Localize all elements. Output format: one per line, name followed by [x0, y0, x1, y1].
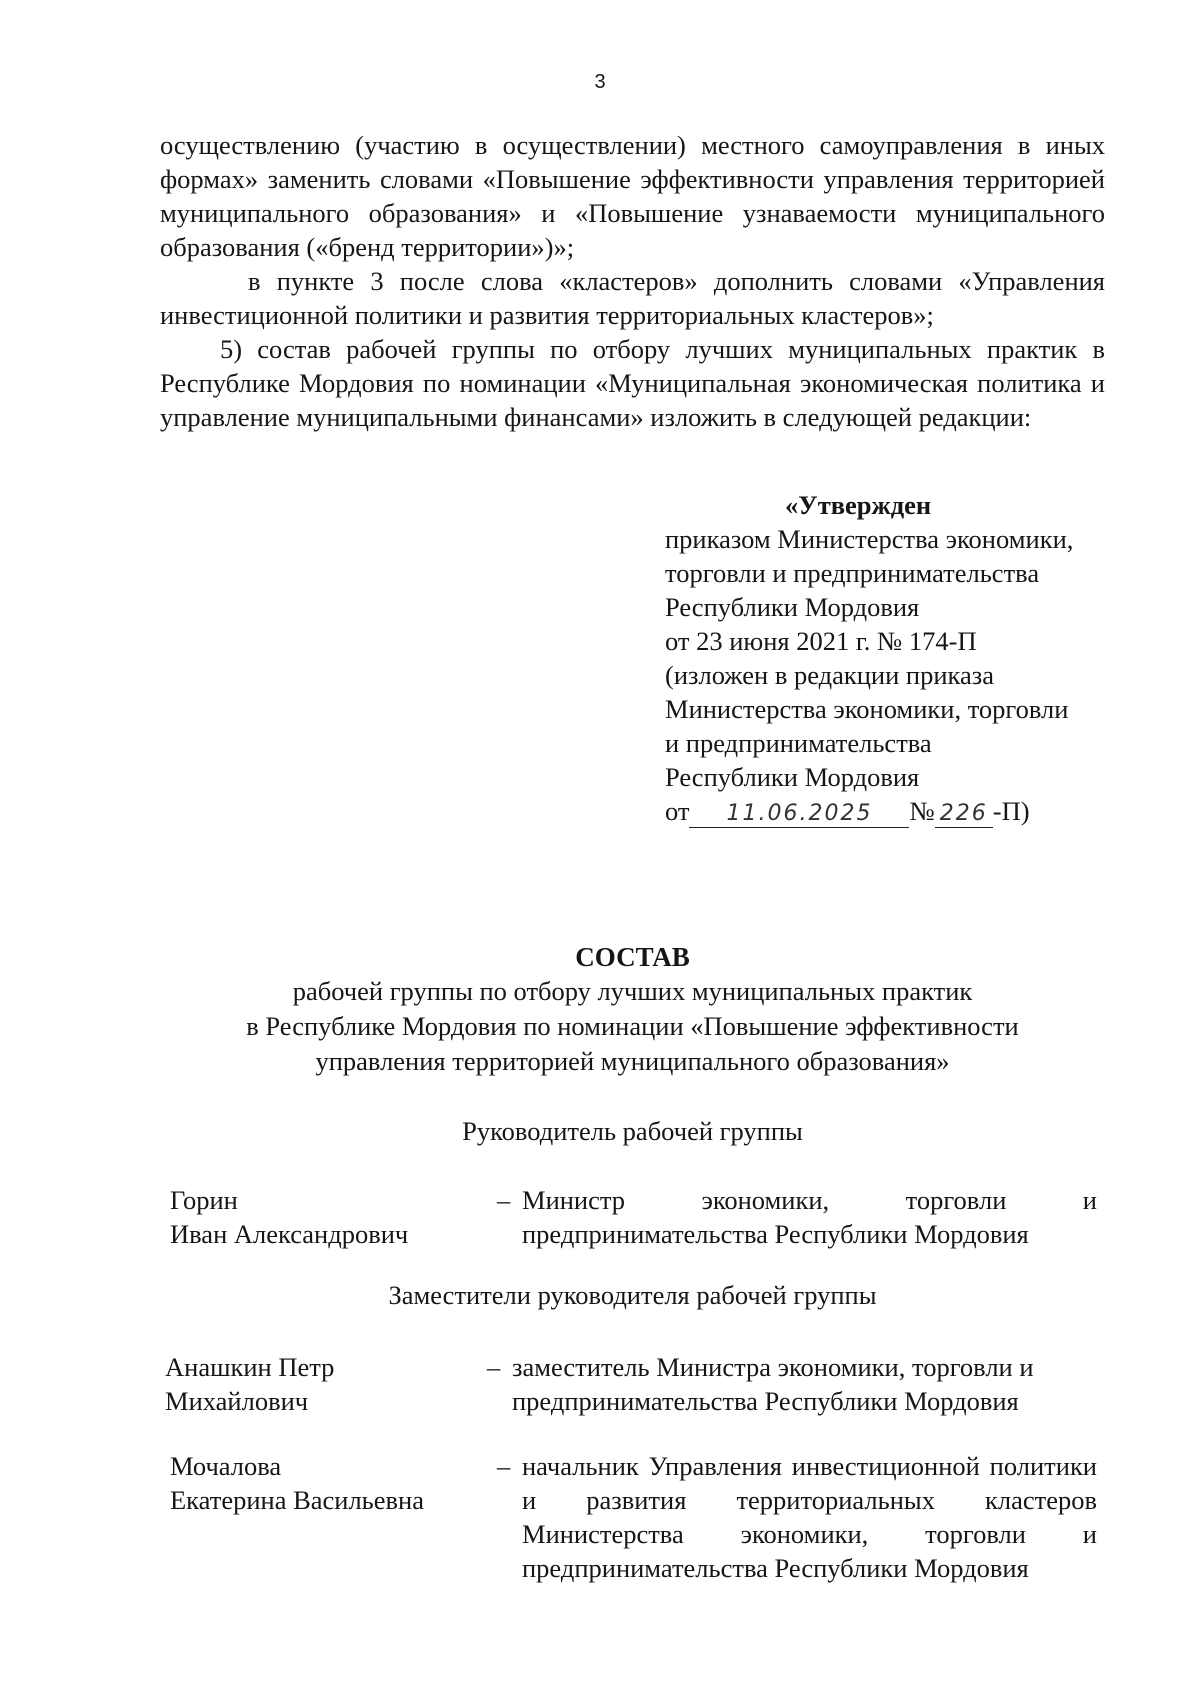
composition-title: СОСТАВ [575, 942, 690, 972]
approval-heading: «Утвержден [785, 490, 932, 520]
approval-line: и предпринимательства [665, 728, 932, 758]
member-name [165, 1350, 485, 1418]
member-given-names: Екатерина Васильевна [170, 1485, 424, 1515]
approval-line: Республики Мордовия [665, 762, 920, 792]
member-surname: Горин [170, 1185, 238, 1215]
member-role: заместитель Министра экономики, торговли и предпринимательства Республики Мордовия [512, 1352, 1034, 1416]
number-sign: № [909, 796, 935, 826]
member-role: начальник Управления инвестиционной политики и развития территориальных кластеров Министерства экономики, торговли и предпринимательства Республики Мордовия [522, 1451, 1097, 1583]
approval-line: Республики Мордовия [665, 592, 920, 622]
order-prefix: от [665, 796, 690, 826]
member-given-names: Михайлович [165, 1386, 309, 1416]
composition-subtitle: в Республике Мордовия по номинации «Повышение эффективности [246, 1011, 1019, 1041]
amendment-text [160, 128, 1105, 434]
approval-order-line [665, 794, 1125, 828]
approval-line: приказом Министерства экономики, [665, 524, 1074, 554]
approval-line: от 23 июня 2021 г. № 174-П [665, 626, 977, 656]
paragraph-2: в пункте 3 после слова «кластеров» дополнить словами «Управления инвестиционной политики и развития территориальных кластеров»; [160, 266, 1105, 330]
order-suffix: -П) [992, 796, 1030, 826]
composition-title-block [160, 940, 1105, 1079]
member-dash: – [497, 1185, 511, 1215]
member-name [170, 1449, 490, 1517]
paragraph-1: осуществлению (участию в осуществлении) местного самоуправления в иных формах» заменить словами «Повышение эффективности управления территорией муниципального образования» и «Повышение узнаваемости муниципального образования («бренд территории»)»; [160, 130, 1105, 262]
approval-line: Министерства экономики, торговли [665, 694, 1069, 724]
member-surname: Анашкин Петр [165, 1352, 335, 1382]
paragraph-3: 5) состав рабочей группы по отбору лучших муниципальных практик в Республике Мордовия по номинации «Муниципальная экономическая политика и управление муниципальными финансами» изложить в следующей редакции: [160, 334, 1105, 432]
composition-subtitle: рабочей группы по отбору лучших муниципальных практик [292, 976, 973, 1006]
handwritten-date: 11.06.2025 [689, 801, 909, 828]
member-row [160, 1183, 1105, 1253]
section-heading-deputies: Заместители руководителя рабочей группы [388, 1280, 877, 1310]
member-row [160, 1449, 1105, 1589]
member-row [160, 1350, 1105, 1420]
member-dash: – [487, 1352, 501, 1382]
approval-line: (изложен в редакции приказа [665, 660, 994, 690]
approval-stamp-block [665, 488, 1125, 828]
member-dash: – [497, 1451, 511, 1481]
section-heading-leader: Руководитель рабочей группы [462, 1116, 803, 1146]
approval-line: торговли и предпринимательства [665, 558, 1040, 588]
handwritten-number: 226 [935, 801, 993, 828]
member-surname: Мочалова [170, 1451, 282, 1481]
member-role: Министр экономики, торговли и предпринимательства Республики Мордовия [522, 1185, 1097, 1249]
member-given-names: Иван Александрович [170, 1219, 409, 1249]
member-name [170, 1183, 490, 1251]
composition-subtitle: управления территорией муниципального образования» [315, 1046, 950, 1076]
page-number: 3 [594, 71, 606, 93]
